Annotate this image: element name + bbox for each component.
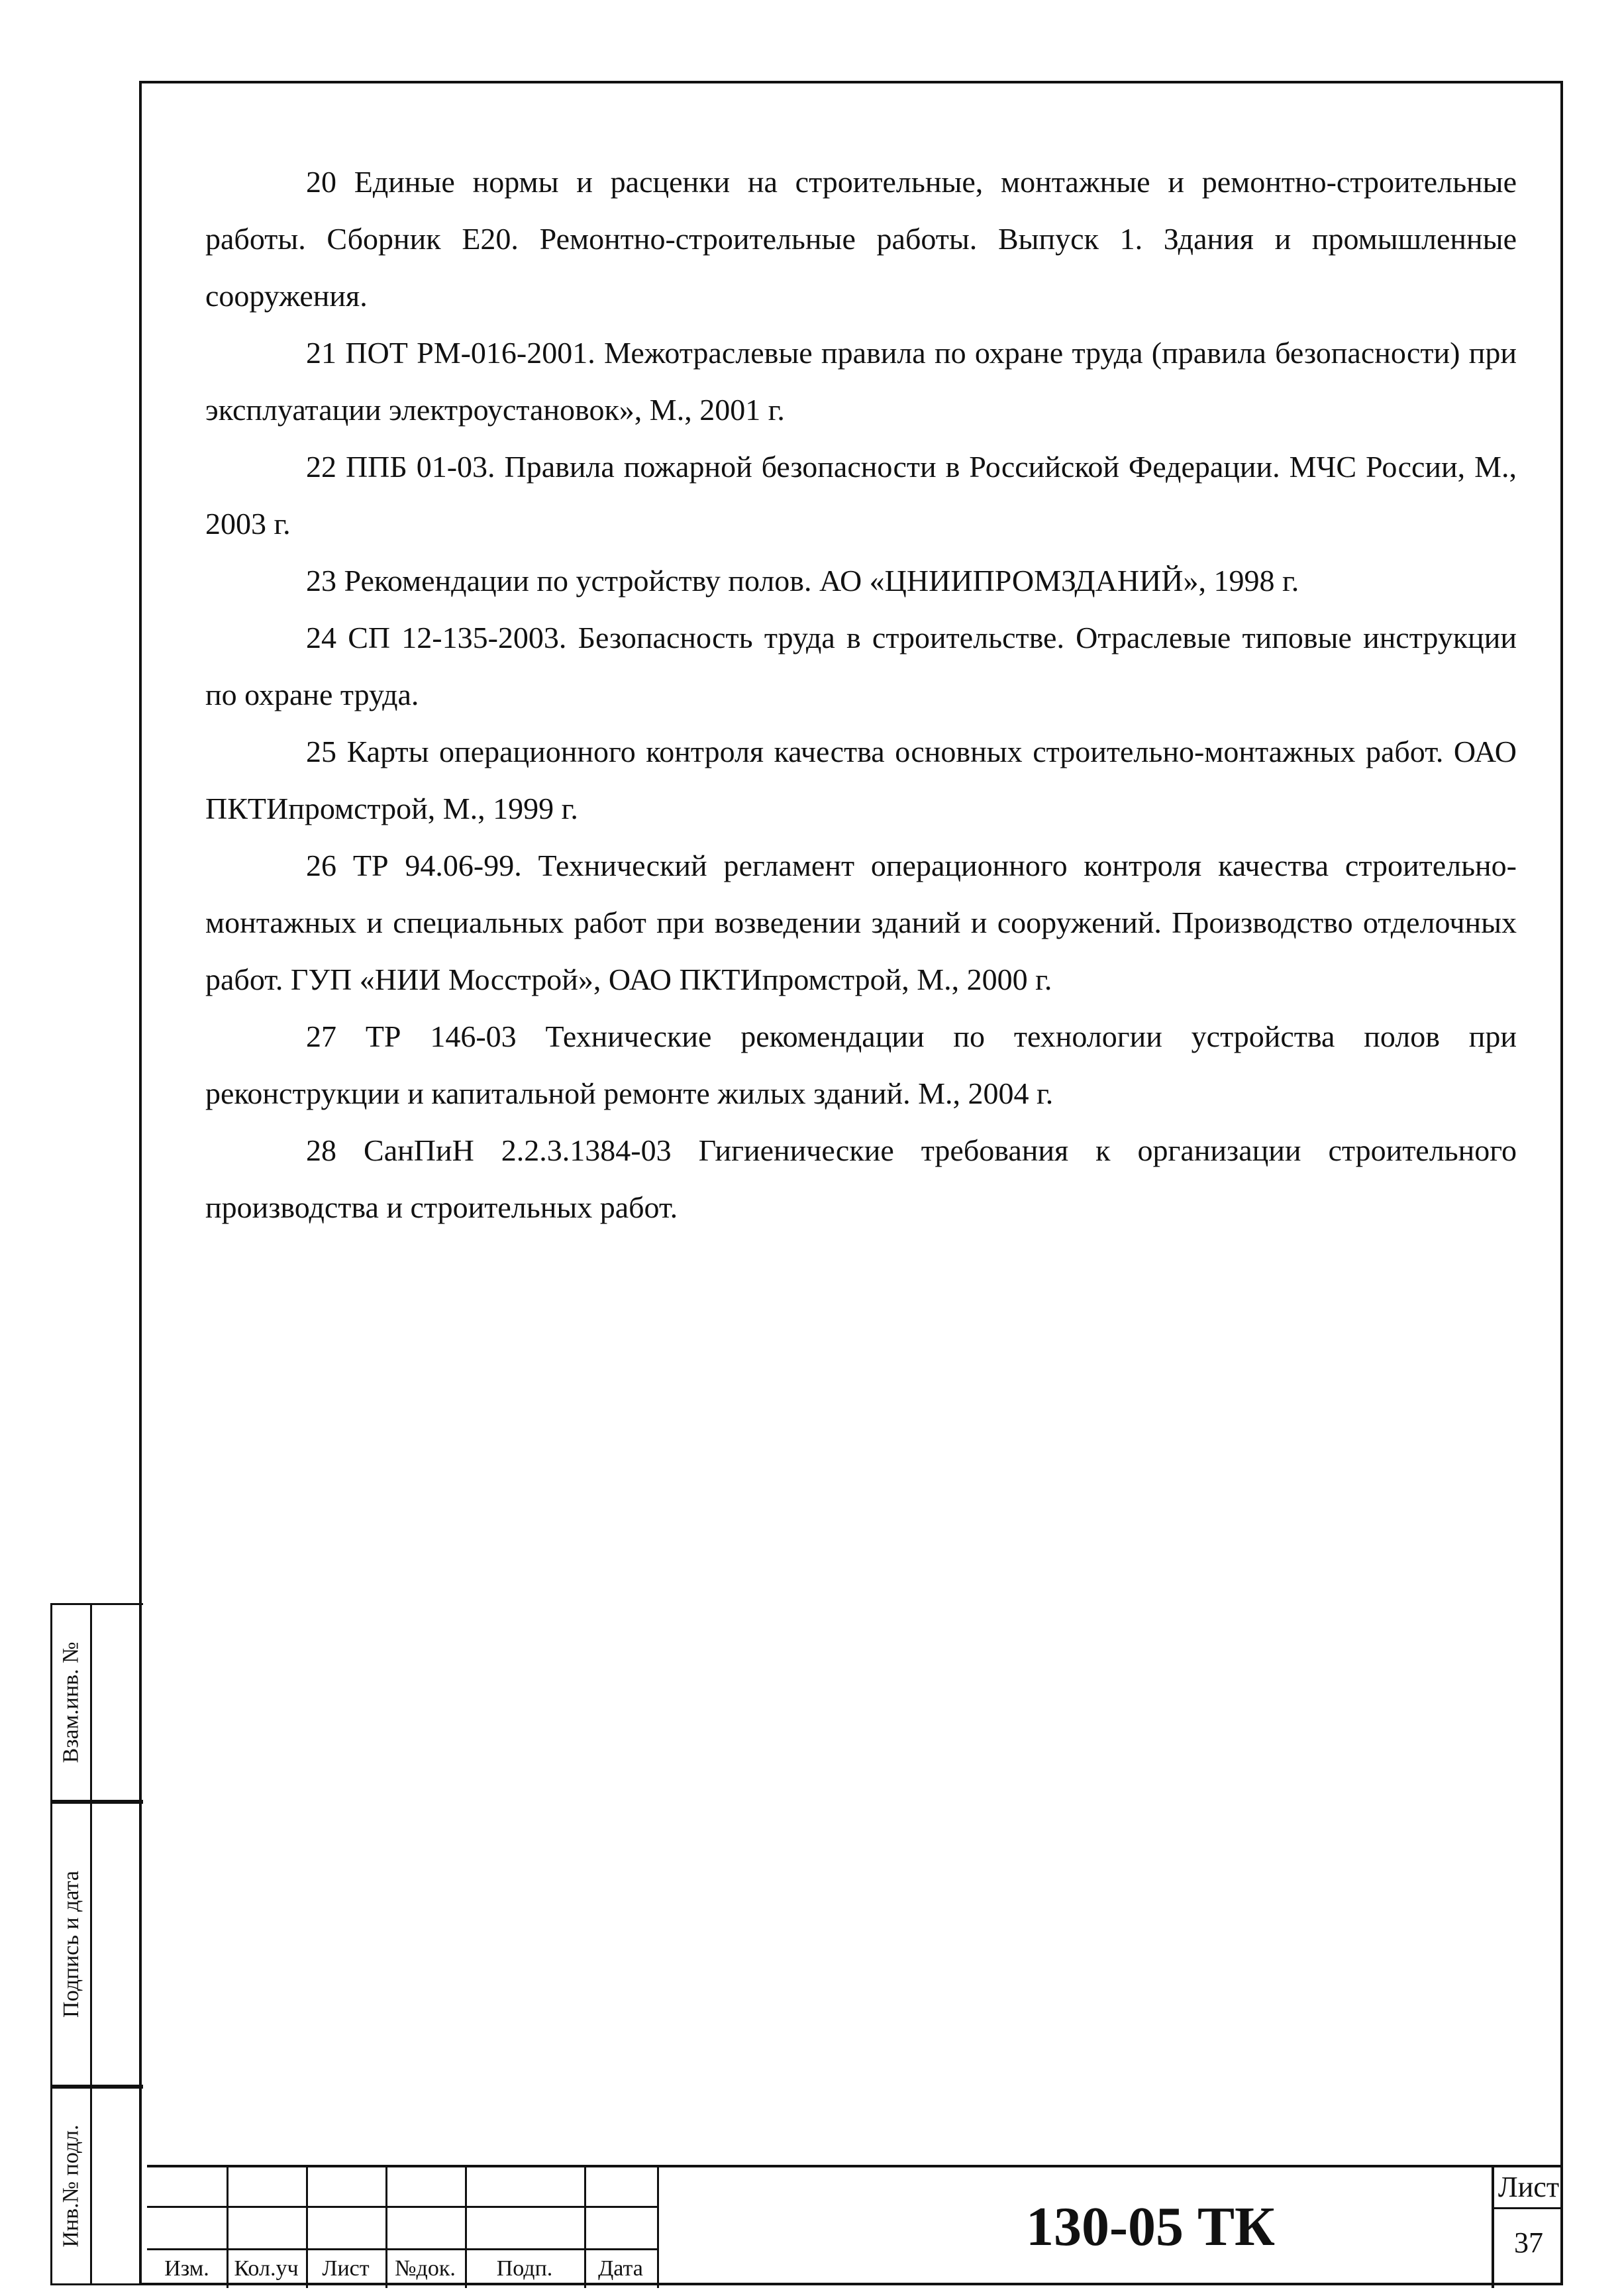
document-code: 130-05 ТК [1026, 2196, 1275, 2258]
title-block [147, 2165, 1563, 2285]
side-stamp-signature-label: Подпись и дата [58, 1871, 83, 2018]
side-stamp-replacement-cell [52, 1605, 92, 1800]
reference-item-21: 21 ПОТ РМ-016-2001. Межотраслевые правила по охране труда (правила безопасности) при эксплуатации электроустановок», М., 2001 г. [205, 336, 1517, 427]
reference-item-23: 23 Рекомендации по устройству полов. АО «ЦНИИПРОМЗДАНИЙ», 1998 г. [306, 564, 1299, 598]
revision-header-change: Изм. [164, 2256, 209, 2281]
reference-item-26: 26 ТР 94.06-99. Технический регламент операционного контроля качества строительно-монтажных и специальных работ при возведении зданий и сооружений. Производство отделочных работ. ГУП «НИИ Мосстрой», ОАО ПКТИпромстрой, М., 2000 г. [205, 849, 1517, 996]
reference-item-27: 27 ТР 146-03 Технические рекомендации по технологии устройства полов при реконструкции и капитальной ремонте жилых зданий. М., 2004 г. [205, 1019, 1517, 1110]
side-stamp-signature [50, 1802, 143, 2087]
revision-header-date: Дата [598, 2256, 643, 2281]
revision-header-signature: Подп. [496, 2256, 553, 2281]
revision-header-doc: №док. [395, 2256, 456, 2281]
sheet-label: Лист [1494, 2167, 1563, 2209]
revision-row-line [147, 2248, 657, 2250]
reference-item-25: 25 Карты операционного контроля качества основных строительно-монтажных работ. ОАО ПКТИпромстрой, М., 1999 г. [205, 735, 1517, 825]
reference-item-28: 28 СанПиН 2.2.3.1384-03 Гигиенические требования к организации строительного производства и строительных работ. [205, 1133, 1517, 1224]
revision-table [147, 2167, 657, 2288]
side-stamp-original-label: Инв.№ подл. [58, 2124, 83, 2248]
reference-item-24: 24 СП 12-135-2003. Безопасность труда в строительстве. Отраслевые типовые инструкции по охране труда. [205, 621, 1517, 711]
side-stamp-replacement [50, 1603, 143, 1802]
side-stamp-replacement-label: Взам.инв. № [58, 1641, 83, 1763]
side-stamp-original [50, 2087, 143, 2285]
reference-item-20: 20 Единые нормы и расценки на строительные, монтажные и ремонтно-строительные работы. Сборник Е20. Ремонтно-строительные работы. Выпуск 1. Здания и промышленные сооружения. [205, 165, 1517, 313]
revision-col-line [657, 2167, 659, 2288]
revision-row-line [147, 2206, 657, 2208]
reference-item-22: 22 ППБ 01-03. Правила пожарной безопасности в Российской Федерации. МЧС России, М., 2003 г. [205, 450, 1517, 541]
side-stamp-signature-cell [52, 1804, 92, 2085]
reference-list [205, 154, 1517, 1236]
side-stamp-original-cell [52, 2089, 92, 2283]
revision-header-sheet: Лист [322, 2256, 370, 2281]
revision-header-count: Кол.уч [234, 2256, 299, 2281]
sheet-box [1492, 2167, 1563, 2288]
sheet-number: 37 [1514, 2226, 1543, 2259]
